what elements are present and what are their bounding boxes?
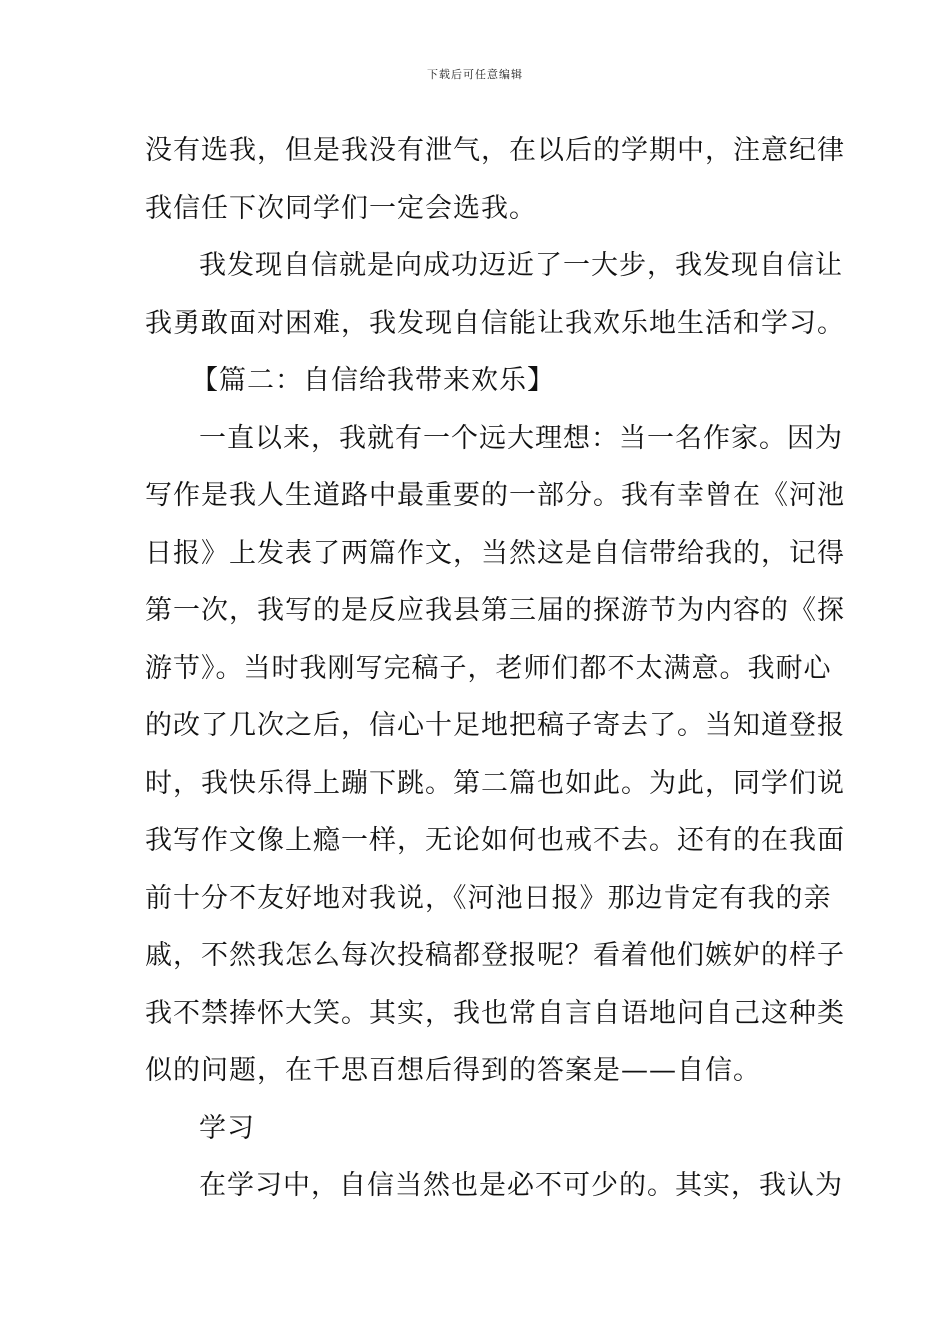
text-line: 没有选我，但是我没有泄气，在以后的学期中，注意纪律 (145, 135, 845, 166)
text-line: 日报》上发表了两篇作文，当然这是自信带给我的，记得 (145, 537, 845, 569)
paragraph-start-line: 我发现自信就是向成功迈近了一大步，我发现自信让 (199, 250, 843, 281)
page-header: 下载后可任意编辑 (427, 68, 523, 81)
text-line: 我信任下次同学们一定会选我。 (145, 192, 537, 224)
text-line: 我写作文像上瘾一样，无论如何也戒不去。还有的在我面 (145, 825, 845, 856)
text-line: 我勇敢面对困难，我发现自信能让我欢乐地生活和学习。 (145, 307, 845, 339)
text-line: 我不禁捧怀大笑。其实，我也常自言自语地问自己这种类 (145, 997, 845, 1029)
document-body (145, 122, 845, 1215)
subheading-line: 学习 (199, 1112, 255, 1144)
text-line: 的改了几次之后，信心十足地把稿子寄去了。当知道登报 (145, 710, 845, 741)
text-line: 前十分不友好地对我说，《河池日报》那边肯定有我的亲 (145, 882, 832, 914)
section-heading: 【篇二：自信给我带来欢乐】 (191, 365, 555, 396)
text-line: 似的问题，在千思百想后得到的答案是——自信。 (145, 1055, 761, 1086)
text-line: 戚，不然我怎么每次投稿都登报呢？看着他们嫉妒的样子 (145, 940, 845, 971)
text-line: 写作是我人生道路中最重要的一部分。我有幸曾在《河池 (145, 480, 845, 511)
paragraph-start-line: 一直以来，我就有一个远大理想：当一名作家。因为 (199, 422, 843, 454)
text-line: 游节》。当时我刚写完稿子，老师们都不太满意。我耐心 (145, 652, 832, 684)
text-line: 时，我快乐得上蹦下跳。第二篇也如此。为此，同学们说 (145, 767, 845, 799)
paragraph-start-line: 在学习中，自信当然也是必不可少的。其实，我认为 (199, 1170, 843, 1201)
text-line: 第一次，我写的是反应我县第三届的探游节为内容的《探 (145, 595, 845, 626)
